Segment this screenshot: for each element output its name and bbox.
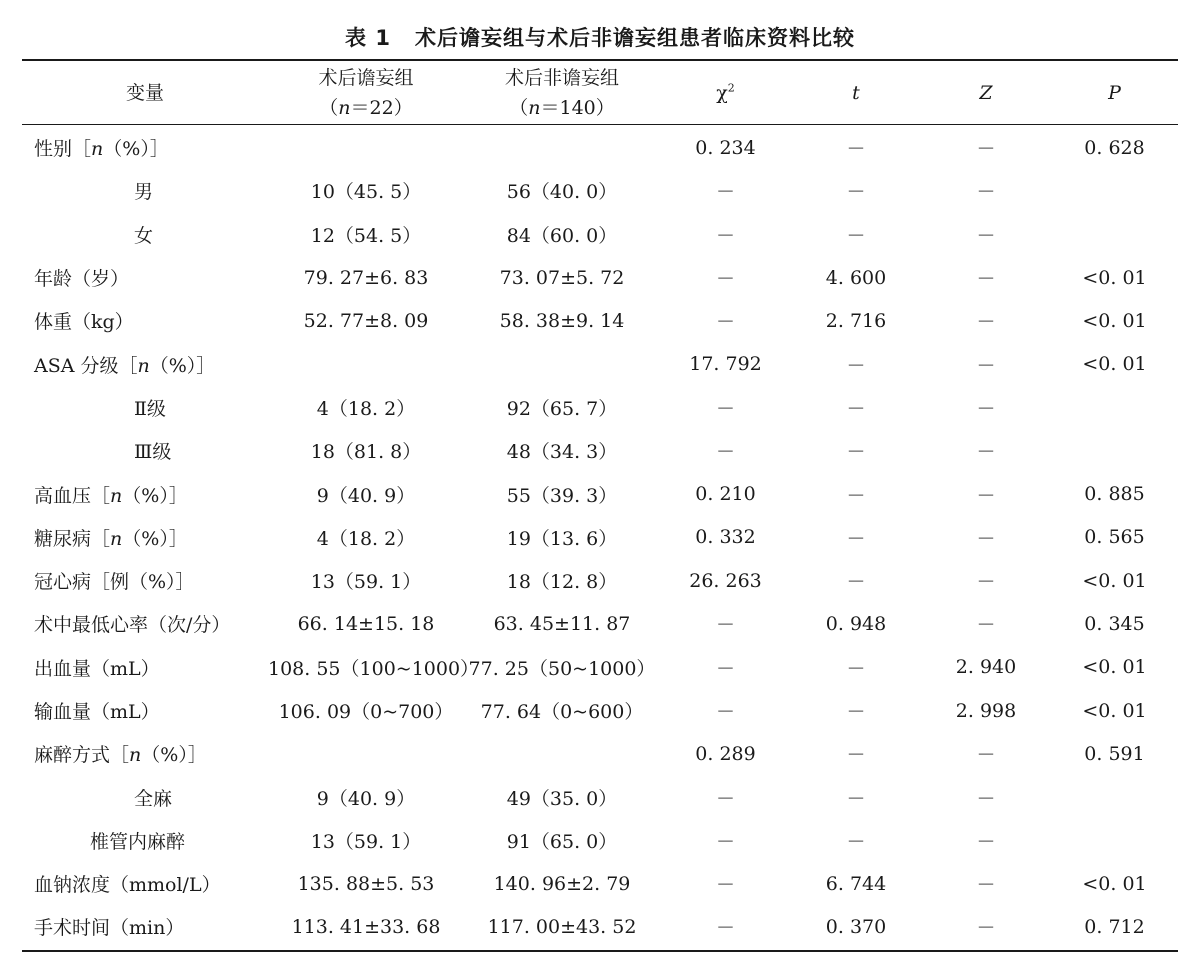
- cell-group1: 9（40. 9）: [316, 787, 416, 810]
- cell-t: 6. 744: [825, 872, 887, 895]
- table-number: 表 1: [345, 26, 391, 50]
- cell-p: [1051, 213, 1178, 256]
- cell-t: －: [846, 181, 866, 204]
- table-row: [22, 256, 1178, 299]
- cell-t: －: [846, 701, 866, 723]
- cell-variable: 椎管内麻醉: [90, 830, 186, 853]
- cell-p: 0. 591: [1084, 742, 1145, 765]
- cell-chi2: －: [715, 701, 735, 723]
- cell-chi2: 0. 210: [695, 483, 756, 506]
- cell-group2: 18（12. 8）: [506, 571, 618, 594]
- header-group2: [464, 61, 660, 124]
- cell-chi2: 17. 792: [689, 353, 762, 376]
- cell-t: －: [846, 657, 866, 680]
- cell-group1: 4（18. 2）: [316, 527, 416, 550]
- cell-p: 0. 345: [1084, 612, 1145, 635]
- cell-t: －: [846, 830, 866, 853]
- bottom-rule: [22, 950, 1178, 952]
- header-chi2: [660, 61, 791, 124]
- cell-chi2: －: [715, 181, 735, 204]
- cell-group1: 9（40. 9）: [316, 484, 416, 507]
- header-group1-name: 术后谵妄组: [318, 66, 414, 89]
- cell-t: －: [846, 571, 866, 594]
- table-row: [22, 602, 1178, 645]
- header-chi2-sup: 2: [727, 81, 735, 95]
- cell-variable: 冠心病［例（%）］: [34, 571, 195, 594]
- cell-p: 0. 628: [1084, 136, 1145, 159]
- cell-group1: 113. 41±33. 68: [291, 915, 441, 938]
- cell-variable: 体重（kg）: [34, 311, 134, 334]
- cell-variable: 糖尿病［n（%）］: [34, 527, 188, 550]
- cell-variable: 男: [134, 181, 154, 204]
- cell-p: <0. 01: [1082, 353, 1147, 376]
- cell-group2: [464, 342, 660, 385]
- cell-group1: 18（81. 8）: [310, 441, 422, 464]
- cell-chi2: －: [715, 397, 735, 420]
- cell-group1: 52. 77±8. 09: [303, 309, 429, 332]
- cell-variable: 女: [134, 224, 154, 247]
- cell-group2: [464, 126, 660, 169]
- cell-p: [1051, 775, 1178, 818]
- cell-variable: 麻醉方式［n（%）］: [34, 744, 207, 767]
- cell-group2: 140. 96±2. 79: [493, 872, 631, 895]
- cell-chi2: －: [715, 614, 735, 637]
- table-row: [22, 169, 1178, 212]
- cell-variable: 术中最低心率（次/分）: [34, 614, 231, 637]
- cell-variable: ASA 分级［n（%）］: [34, 354, 216, 377]
- table-row: [22, 516, 1178, 559]
- header-chi2-symbol: χ: [716, 81, 728, 104]
- table-row: [22, 299, 1178, 342]
- header-z: Z: [979, 81, 993, 104]
- cell-z: －: [976, 744, 996, 767]
- cell-z: －: [976, 614, 996, 637]
- table-row: [22, 775, 1178, 818]
- cell-t: －: [846, 527, 866, 550]
- cell-variable: 出血量（mL）: [34, 657, 160, 680]
- cell-chi2: －: [715, 657, 735, 680]
- cell-z: 2. 998: [955, 699, 1017, 722]
- cell-group1: 10（45. 5）: [310, 181, 422, 204]
- cell-group2: 58. 38±9. 14: [499, 309, 625, 332]
- header-p: P: [1108, 81, 1121, 104]
- cell-z: －: [976, 268, 996, 291]
- cell-p: 0. 885: [1084, 483, 1145, 506]
- cell-t: 0. 948: [825, 612, 887, 635]
- cell-group2: 48（34. 3）: [506, 441, 618, 464]
- cell-chi2: －: [715, 311, 735, 334]
- table-row: [22, 472, 1178, 515]
- cell-z: －: [976, 224, 996, 247]
- cell-chi2: 26. 263: [689, 569, 762, 592]
- cell-z: －: [976, 571, 996, 594]
- cell-t: －: [846, 224, 866, 247]
- cell-t: 4. 600: [825, 266, 887, 289]
- cell-t: －: [846, 397, 866, 420]
- cell-z: －: [976, 354, 996, 377]
- cell-group2: 49（35. 0）: [506, 787, 618, 810]
- header-variable: 变量: [125, 81, 164, 104]
- cell-z: －: [976, 484, 996, 507]
- cell-t: －: [846, 484, 866, 507]
- table-row: [22, 342, 1178, 385]
- table-caption: [0, 22, 1200, 52]
- cell-group1: 12（54. 5）: [310, 224, 422, 247]
- cell-z: －: [976, 181, 996, 204]
- cell-variable: 全麻: [134, 787, 173, 810]
- cell-chi2: 0. 289: [695, 742, 756, 765]
- cell-chi2: －: [715, 874, 735, 897]
- cell-p: 0. 565: [1084, 526, 1145, 549]
- table-row: [22, 126, 1178, 169]
- cell-variable: Ⅲ级: [134, 441, 172, 464]
- table-row: [22, 646, 1178, 689]
- cell-group2: 84（60. 0）: [506, 224, 618, 247]
- cell-p: <0. 01: [1082, 266, 1147, 289]
- cell-variable: 输血量（mL）: [34, 701, 160, 723]
- cell-z: －: [976, 441, 996, 464]
- cell-group1: 66. 14±15. 18: [297, 612, 435, 635]
- cell-p: <0. 01: [1082, 656, 1147, 679]
- cell-group1: 79. 27±6. 83: [303, 266, 429, 289]
- cell-t: －: [846, 744, 866, 767]
- header-rule: [22, 124, 1178, 125]
- cell-chi2: －: [715, 787, 735, 810]
- table-row: [22, 732, 1178, 775]
- cell-variable: 年龄（岁）: [34, 268, 130, 291]
- cell-group2: 77. 25（50~1000）: [468, 657, 656, 680]
- cell-z: 2. 940: [955, 656, 1017, 679]
- cell-variable: 性别［n（%）］: [34, 138, 169, 161]
- table-row: [22, 689, 1178, 732]
- cell-group1: 106. 09（0~700）: [278, 701, 454, 723]
- header-group1-n: （n＝22）: [319, 96, 413, 119]
- cell-group2: 73. 07±5. 72: [499, 266, 625, 289]
- table-row: [22, 819, 1178, 862]
- cell-group2: 92（65. 7）: [506, 397, 618, 420]
- cell-p: 0. 712: [1084, 915, 1145, 938]
- cell-group2: 91（65. 0）: [506, 830, 618, 853]
- header-group2-n: （n＝140）: [509, 96, 615, 119]
- cell-group2: 19（13. 6）: [506, 527, 618, 550]
- table-row: [22, 905, 1178, 948]
- cell-z: －: [976, 397, 996, 420]
- cell-group1: 13（59. 1）: [310, 571, 422, 594]
- cell-group1: [268, 732, 464, 775]
- table-header: [22, 61, 1178, 124]
- cell-group2: 56（40. 0）: [506, 181, 618, 204]
- cell-chi2: 0. 332: [695, 526, 756, 549]
- cell-p: <0. 01: [1082, 699, 1147, 722]
- cell-t: －: [846, 138, 866, 161]
- table-row: [22, 386, 1178, 429]
- cell-z: －: [976, 874, 996, 897]
- cell-group2: 63. 45±11. 87: [493, 612, 631, 635]
- cell-p: [1051, 386, 1178, 429]
- header-group2-name: 术后非谵妄组: [504, 66, 619, 89]
- cell-group2: 117. 00±43. 52: [487, 915, 637, 938]
- cell-p: <0. 01: [1082, 309, 1147, 332]
- cell-p: [1051, 429, 1178, 472]
- cell-t: －: [846, 441, 866, 464]
- cell-group1: 4（18. 2）: [316, 397, 416, 420]
- cell-chi2: －: [715, 268, 735, 291]
- table-row: [22, 559, 1178, 602]
- header-t: t: [852, 81, 860, 104]
- cell-group1: [268, 126, 464, 169]
- table-row: [22, 862, 1178, 905]
- cell-z: －: [976, 138, 996, 161]
- cell-z: －: [976, 311, 996, 334]
- cell-t: 0. 370: [825, 915, 887, 938]
- cell-variable: Ⅱ级: [134, 397, 166, 420]
- cell-group1: 13（59. 1）: [310, 830, 422, 853]
- cell-t: －: [846, 354, 866, 377]
- cell-z: －: [976, 830, 996, 853]
- table-title: 术后谵妄组与术后非谵妄组患者临床资料比较: [414, 26, 855, 50]
- table-row: [22, 429, 1178, 472]
- cell-z: －: [976, 787, 996, 810]
- cell-chi2: －: [715, 441, 735, 464]
- header-group1: [268, 61, 464, 124]
- cell-group1: 135. 88±5. 53: [297, 872, 435, 895]
- cell-chi2: －: [715, 224, 735, 247]
- cell-chi2: －: [715, 917, 735, 940]
- cell-chi2: －: [715, 830, 735, 853]
- table-body: [22, 126, 1178, 949]
- cell-variable: 手术时间（min）: [34, 917, 185, 940]
- cell-variable: 高血压［n（%）］: [34, 484, 188, 507]
- cell-group2: 77. 64（0~600）: [480, 701, 644, 723]
- cell-group1: 108. 55（100~1000）: [268, 657, 480, 680]
- cell-p: <0. 01: [1082, 569, 1147, 592]
- cell-t: －: [846, 787, 866, 810]
- cell-z: －: [976, 527, 996, 550]
- cell-group1: [268, 342, 464, 385]
- cell-group2: 55（39. 3）: [506, 484, 618, 507]
- cell-z: －: [976, 917, 996, 940]
- cell-t: 2. 716: [825, 309, 887, 332]
- cell-p: <0. 01: [1082, 872, 1147, 895]
- cell-p: [1051, 819, 1178, 862]
- cell-p: [1051, 169, 1178, 212]
- cell-group2: [464, 732, 660, 775]
- cell-chi2: 0. 234: [695, 136, 756, 159]
- cell-variable: 血钠浓度（mmol/L）: [34, 874, 221, 897]
- table-row: [22, 213, 1178, 256]
